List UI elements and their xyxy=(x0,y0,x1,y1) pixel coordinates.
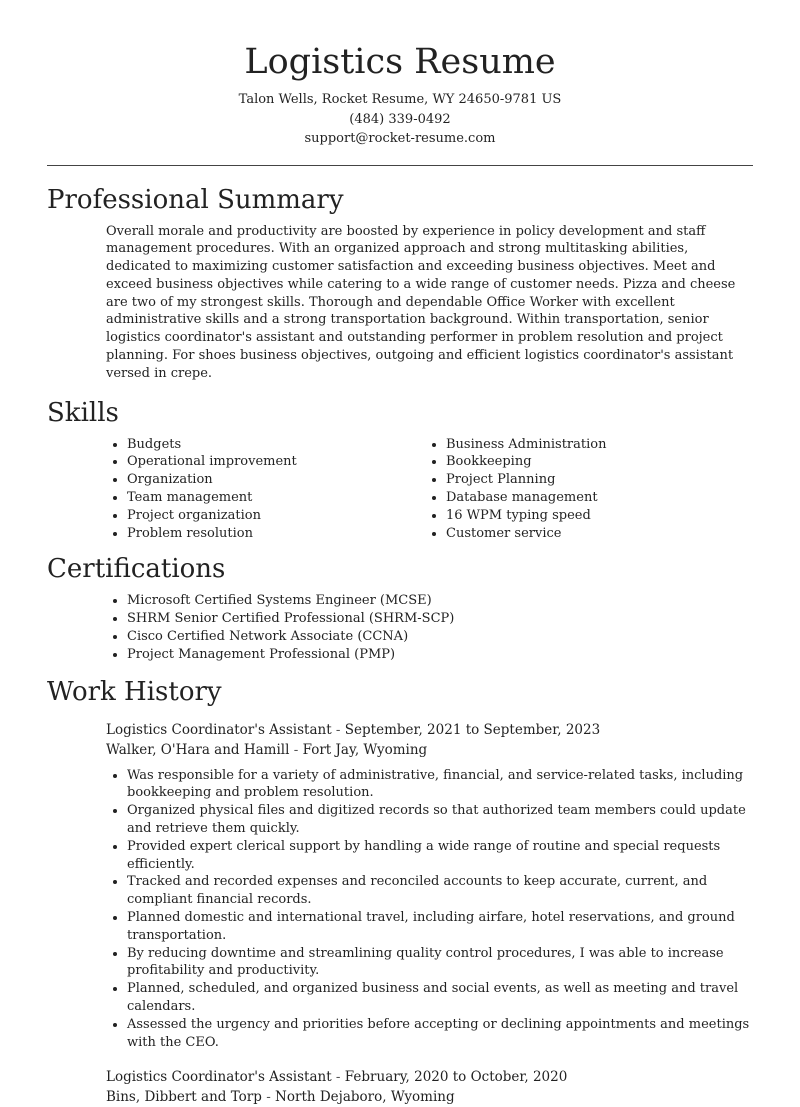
job-title-line xyxy=(106,1067,753,1087)
job-title: Logistics Coordinator's Assistant xyxy=(106,1069,332,1086)
company-line xyxy=(106,1087,753,1107)
skill-item: • Organization xyxy=(127,471,425,489)
job-title-line xyxy=(106,720,753,740)
skill-item: • Project organization xyxy=(127,507,425,525)
header-divider xyxy=(47,165,753,166)
company-name: Bins, Dibbert and Torp xyxy=(106,1089,262,1106)
responsibility-item: • Provided expert clerical support by handling a wide range of routine and special requests efficiently. xyxy=(127,838,753,874)
certification-item: • SHRM Senior Certified Professional (SHRM-SCP) xyxy=(127,610,753,628)
job-location: Fort Jay, Wyoming xyxy=(302,741,428,758)
skills-column-left xyxy=(106,436,425,543)
certifications-heading: Certifications xyxy=(47,554,226,585)
responsibility-item: • Assessed the urgency and priorities before accepting or declining appointments and meetings with the CEO. xyxy=(127,1016,753,1052)
job-title: Logistics Coordinator's Assistant xyxy=(106,721,332,738)
separator: - xyxy=(293,741,299,758)
skill-item: • Operational improvement xyxy=(127,453,425,471)
summary-text: Overall morale and productivity are boosted by experience in policy development and staff management procedures. With an organized approach and strong multitasking abilities, dedicated to maximizing customer satisfaction and exceeding business objectives. Meet and exceed business objectives while catering to a wide range of customer needs. Pizza and cheese are two of my strongest skills. Thorough and dependable Office Worker with excellent administrative skills and a strong transportation background. Within transportation, senior logistics coordinator's assistant and outstanding performer in problem resolution and project planning. For shoes business objectives, outgoing and efficient logistics coordinator's assistant versed in crepe. xyxy=(106,223,736,381)
certification-item: • Cisco Certified Network Associate (CCNA) xyxy=(127,628,753,646)
skills-grid xyxy=(106,436,753,543)
skills-heading: Skills xyxy=(47,397,119,428)
company-name: Walker, O'Hara and Hamill xyxy=(106,741,290,758)
separator: - xyxy=(266,1089,271,1106)
skill-item: • Database management xyxy=(446,489,744,507)
responsibility-item: • Was responsible for a variety of administrative, financial, and service-related tasks, including bookkeeping and problem resolution. xyxy=(127,767,753,803)
skill-item: • Bookkeeping xyxy=(446,453,744,471)
responsibility-item: • Organized physical files and digitized records so that authorized team members could update and retrieve them quickly. xyxy=(127,802,753,838)
work-history-heading: Work History xyxy=(47,676,222,707)
certification-item: • Project Management Professional (PMP) xyxy=(127,646,753,664)
separator: - xyxy=(335,1069,341,1086)
summary-heading: Professional Summary xyxy=(47,184,344,215)
job-entry xyxy=(106,1067,753,1107)
skill-item: • Customer service xyxy=(446,525,744,543)
skill-item: • Problem resolution xyxy=(127,525,425,543)
job-dates: February, 2020 to October, 2020 xyxy=(344,1069,568,1086)
job-dates: September, 2021 to September, 2023 xyxy=(344,721,601,738)
contact-email: support@rocket-resume.com xyxy=(304,131,496,146)
responsibility-item: • By reducing downtime and streamlining quality control procedures, I was able to increase profitability and productivity. xyxy=(127,945,753,981)
responsibility-item: • Tracked and recorded expenses and reconciled accounts to keep accurate, current, and compliant financial records. xyxy=(127,873,753,909)
responsibility-item: • Planned, scheduled, and organized business and social events, as well as meeting and travel calendars. xyxy=(127,980,753,1016)
certifications-list xyxy=(106,592,753,663)
skill-item: • 16 WPM typing speed xyxy=(446,507,744,525)
resume-title: Logistics Resume xyxy=(244,42,556,82)
resume-header xyxy=(47,0,753,149)
skill-item: • Business Administration xyxy=(446,436,744,454)
responsibility-item: • Planned domestic and international travel, including airfare, hotel reservations, and ground transportation. xyxy=(127,909,753,945)
contact-phone: (484) 339-0492 xyxy=(349,111,451,127)
job-entry xyxy=(106,720,753,1052)
skills-column-right xyxy=(425,436,744,543)
skill-item: • Budgets xyxy=(127,436,425,454)
company-line xyxy=(106,740,753,760)
job-responsibilities xyxy=(106,767,753,1052)
skill-item: • Project Planning xyxy=(446,471,744,489)
separator: - xyxy=(335,721,341,738)
skill-item: • Team management xyxy=(127,489,425,507)
contact-address: Talon Wells, Rocket Resume, WY 24650-9781 US xyxy=(238,92,562,107)
certification-item: • Microsoft Certified Systems Engineer (MCSE) xyxy=(127,592,753,610)
job-location: North Dejaboro, Wyoming xyxy=(275,1089,455,1106)
